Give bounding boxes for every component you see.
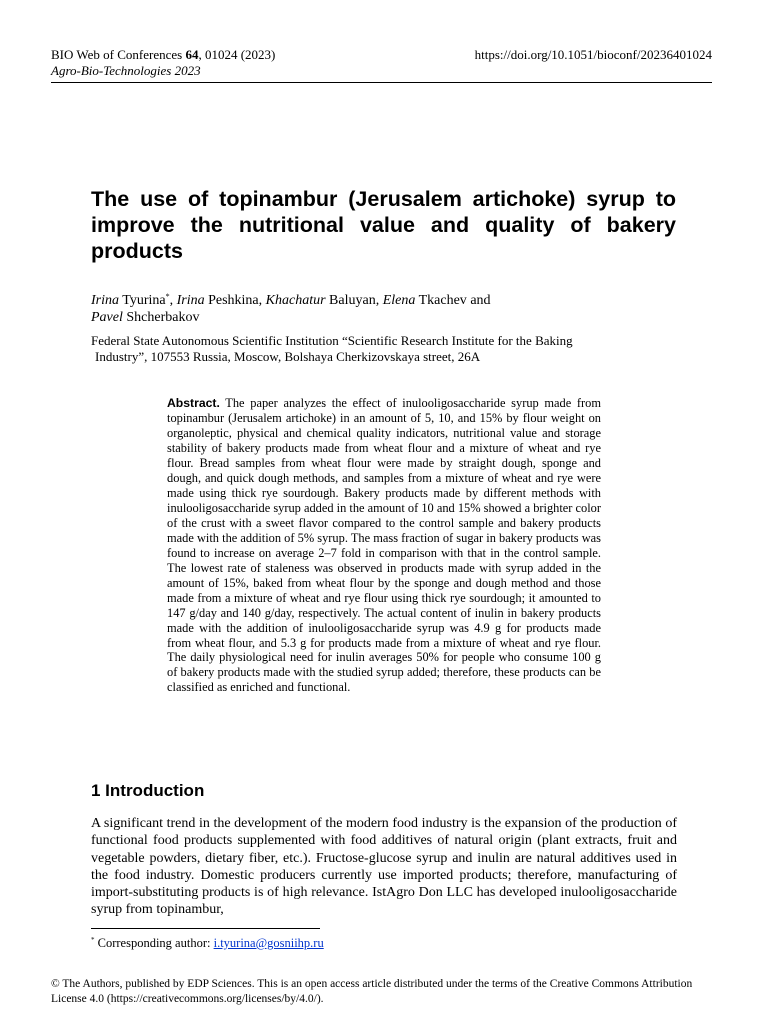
- author-first-name: Elena: [382, 293, 416, 308]
- affiliation-line: Federal State Autonomous Scientific Institution “Scientific Research Institute for the Baking: [91, 333, 573, 348]
- proceedings-name: Agro-Bio-Technologies 2023: [51, 63, 201, 78]
- affiliation-line: Industry”, 107553 Russia, Moscow, Bolshaya Cherkizovskaya street, 26A: [95, 348, 481, 364]
- abstract-label: Abstract.: [167, 396, 220, 410]
- author-last-name: Tyurina: [119, 293, 166, 308]
- author: [266, 293, 383, 308]
- abstract-text: The paper analyzes the effect of inulooligosaccharide syrup made from topinambur (Jerusalem artichoke) in an amount of 5, 10, and 15% by flour weight on organoleptic, physical and chemical quality indicators, nutritional value and storage stability of bakery products made from wheat flour and a mixture of wheat and rye flour. Bread samples from wheat flour were made by straight dough, sponge and dough, and quick dough methods, and samples from a mixture of wheat and rye were made using thick rye sourdough. Bakery products made by different methods with inulooligosaccharide syrup added in the amount of 10 and 15% showed a brighter color of the crust with a sweet flavor compared to the control sample and bakery products made with the addition of 5% syrup. The mass fraction of sugar in bakery products was found to increase on average 2–7 fold in comparison with that in the control sample. The lowest rate of staleness was observed in products made with syrup added in the amount of 15%, baked from wheat flour by the sponge and dough method and those made from a mixture of wheat and rye flour using thick rye sourdough; it amounted to 147 g/day and 140 g/day, respectively. The actual content of inulin in bakery products made with the addition of inulooligosaccharide syrup was 4.9 g for products made from wheat flour, and 5.3 g for products made from a mixture of wheat and rye flour. The daily physiological need for inulin averages 50% for people who consume 100 g of bakery products made with the studied syrup added; therefore, these products can be classified as enriched and functional.: [167, 396, 601, 695]
- author-last-name: Baluyan: [325, 293, 376, 308]
- footnote-divider: [91, 928, 320, 929]
- author-first-name: Pavel: [91, 310, 123, 325]
- author-last-name: Peshkina: [204, 293, 259, 308]
- author-separator: ,: [258, 293, 266, 308]
- journal-prefix: BIO Web of Conferences: [51, 47, 186, 62]
- author-first-name: Irina: [91, 293, 119, 308]
- license-notice: © The Authors, published by EDP Sciences. This is an open access article distributed under the terms of the Creative Commons Attribution License 4.0 (https://creativecommons.org/licenses/by/4.0/).: [51, 978, 693, 1005]
- header-divider: [51, 82, 712, 83]
- introduction-text: A significant trend in the development of the modern food industry is the expansion of the production of functional food products supplemented with food additives of natural origin (plant extracts, fruit and vegetable powders, dietary fiber, etc.). Fructose-glucose syrup and inulin are natural additives used in the food industry. Domestic producers currently use imported products; therefore, manufacturing of import-substituting products is of high relevance. IstAgro Don LLC has developed inulooligosaccharide syrup from topinambur,: [91, 816, 677, 918]
- author-last-name: Shcherbakov: [122, 310, 200, 325]
- affiliation: [91, 333, 651, 364]
- running-header: [51, 47, 712, 79]
- footnote: [91, 936, 324, 951]
- author: [177, 293, 266, 308]
- author-last-name: Tkachev: [415, 293, 467, 308]
- journal-volume: 64: [185, 47, 199, 62]
- footnote-mark: *: [91, 936, 95, 944]
- author-first-name: Irina: [176, 293, 205, 308]
- corresponding-mark: *: [165, 292, 170, 301]
- author-separator: ,: [169, 293, 177, 308]
- abstract: [167, 396, 601, 695]
- author-list: [91, 292, 611, 326]
- author-separator: and: [466, 293, 491, 308]
- doi-link[interactable]: https://doi.org/10.1051/bioconf/20236401024: [474, 47, 712, 62]
- author-first-name: Khachatur: [265, 293, 326, 308]
- article-year: , 01024 (2023): [198, 47, 276, 62]
- footnote-label: Corresponding author:: [94, 936, 214, 950]
- author: [91, 293, 177, 308]
- author-email-link[interactable]: i.tyurina@gosniihp.ru: [213, 936, 324, 950]
- author: [91, 310, 199, 325]
- author-separator: ,: [375, 293, 383, 308]
- author: [383, 293, 491, 308]
- paper-title: The use of topinambur (Jerusalem artichoke) syrup to improve the nutritional value and quality of bakery products: [91, 187, 676, 263]
- section-heading: 1 Introduction: [91, 781, 205, 800]
